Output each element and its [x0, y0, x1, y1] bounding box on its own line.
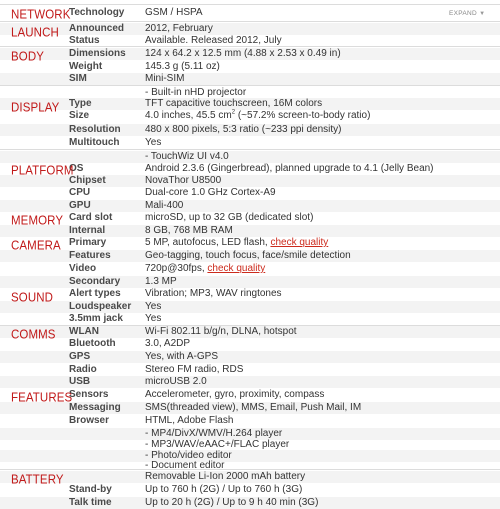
spec-value-text: - TouchWiz UI v4.0: [145, 151, 229, 162]
spec-row-size: [0, 110, 500, 122]
spec-label: Resolution: [69, 124, 121, 135]
spec-value-text: 2012, February: [145, 23, 213, 34]
spec-row-type: [0, 98, 500, 110]
spec-row-internal: [0, 225, 500, 237]
spec-value-text: TFT capacitive touchscreen, 16M colors: [145, 98, 323, 109]
spec-value-text: GSM / HSPA: [145, 7, 203, 18]
spec-value: [145, 338, 190, 350]
spec-value: [145, 364, 243, 376]
spec-row-secondary: [0, 276, 500, 288]
spec-value: [145, 175, 221, 187]
spec-label: Size: [69, 110, 90, 121]
spec-value: [145, 110, 370, 122]
spec-value: [145, 225, 233, 237]
spec-value-text: - Document editor: [145, 460, 225, 471]
spec-value-text: 145.3 g (5.11 oz): [145, 61, 220, 72]
spec-value: [145, 313, 161, 325]
spec-value-text: Available. Released 2012, July: [145, 35, 282, 46]
spec-value: [145, 200, 183, 212]
spec-row-video: [0, 263, 500, 275]
spec-value: [145, 301, 161, 313]
spec-row: [0, 151, 500, 163]
spec-value-text: Dual-core 1.0 GHz Cortex-A9: [145, 187, 276, 198]
spec-label: Card slot: [69, 212, 113, 223]
spec-label: Primary: [69, 237, 107, 248]
category-network: NETWORK: [11, 8, 71, 22]
spec-row-messaging: [0, 402, 500, 414]
spec-value-text: 480 x 800 pixels, 5:3 ratio (~233 ppi density): [145, 124, 342, 135]
spec-row-browser: [0, 415, 500, 427]
spec-label: Radio: [69, 364, 97, 375]
spec-value: [145, 23, 213, 35]
spec-row-technology: [0, 7, 500, 22]
spec-value: [145, 212, 313, 224]
spec-label: Status: [69, 35, 100, 46]
spec-row-chipset: [0, 175, 500, 187]
spec-value: [145, 351, 218, 363]
spec-row-status: [0, 35, 500, 47]
spec-value: [145, 497, 318, 509]
spec-row-dimensions: [0, 48, 500, 60]
spec-value-text: SMS(threaded view), MMS, Email, Push Mail, IM: [145, 402, 362, 413]
spec-row-loudspeaker: [0, 301, 500, 313]
spec-value-suffix: (~57.2% screen-to-body ratio): [235, 110, 371, 121]
spec-value: [145, 187, 276, 199]
spec-label: USB: [69, 376, 91, 387]
spec-value-text: 124 x 64.2 x 12.5 mm (4.88 x 2.53 x 0.49 in): [145, 48, 341, 59]
spec-value-text: Up to 760 h (2G) / Up to 760 h (3G): [145, 484, 303, 495]
spec-value-text: microUSB 2.0: [145, 376, 207, 387]
spec-label: Browser: [69, 415, 110, 426]
spec-value-text: 720p@30fps,: [145, 263, 208, 274]
spec-row-weight: [0, 61, 500, 73]
category-features: FEATURES: [11, 391, 73, 405]
spec-row-sim: [0, 73, 500, 85]
spec-label: Secondary: [69, 276, 121, 287]
spec-row-resolution: [0, 124, 500, 136]
spec-value-text: - Photo/video editor: [145, 450, 232, 461]
spec-row-3-5mm-jack: [0, 313, 500, 325]
spec-value-text: 1.3 MP: [145, 276, 177, 287]
category-comms: COMMS: [11, 328, 56, 342]
spec-label: Sensors: [69, 389, 109, 400]
spec-row-os: [0, 163, 500, 178]
spec-row-announced: [0, 23, 500, 35]
spec-value-text: Yes, with A-GPS: [145, 351, 218, 362]
spec-value-text: Wi-Fi 802.11 b/g/n, DLNA, hotspot: [145, 326, 297, 337]
spec-label: Talk time: [69, 497, 112, 508]
spec-value-text: 8 GB, 768 MB RAM: [145, 225, 233, 236]
spec-row-bluetooth: [0, 338, 500, 350]
spec-value-text: 3.0, A2DP: [145, 338, 191, 349]
spec-label: Bluetooth: [69, 338, 116, 349]
spec-label: Stand-by: [69, 484, 112, 495]
expand-label[interactable]: EXPAND: [449, 10, 478, 17]
category-memory: MEMORY: [11, 214, 64, 228]
category-launch: LAUNCH: [11, 26, 59, 40]
spec-label: Internal: [69, 225, 106, 236]
spec-row-gpu: [0, 200, 500, 212]
spec-value: [145, 137, 161, 149]
spec-value-text: Yes: [145, 313, 162, 324]
spec-row-usb: [0, 376, 500, 388]
spec-label: GPS: [69, 351, 91, 362]
spec-label: CPU: [69, 187, 91, 198]
spec-row-cpu: [0, 187, 500, 199]
spec-value-text: Mini-SIM: [145, 73, 185, 84]
spec-value-text: NovaThor U8500: [145, 175, 222, 186]
spec-label: Technology: [69, 7, 125, 18]
spec-value: [145, 7, 203, 19]
spec-value-text: Removable Li-Ion 2000 mAh battery: [145, 471, 306, 482]
spec-row-features: [0, 250, 500, 262]
spec-value: [145, 326, 297, 338]
expand-button[interactable]: [449, 10, 485, 17]
spec-value-text: 5 MP, autofocus, LED flash,: [145, 237, 271, 248]
spec-value: [145, 389, 324, 401]
spec-value: [145, 415, 233, 427]
spec-value-text: Yes: [145, 137, 162, 148]
spec-value-text: microSD, up to 32 GB (dedicated slot): [145, 212, 314, 223]
spec-row-wlan: [0, 326, 500, 338]
spec-label: Type: [69, 98, 92, 109]
spec-value-text: Android 2.3.6 (Gingerbread), planned upgrade to 4.1 (Jelly Bean): [145, 163, 434, 174]
spec-value: [145, 35, 282, 47]
spec-value: [145, 151, 229, 163]
spec-value-text: Accelerometer, gyro, proximity, compass: [145, 389, 325, 400]
spec-value-text: - MP3/WAV/eAAC+/FLAC player: [145, 439, 290, 450]
spec-label: 3.5mm jack: [69, 313, 123, 324]
spec-row-alert-types: [0, 288, 500, 300]
spec-row-card-slot: [0, 212, 500, 224]
spec-label: Features: [69, 250, 111, 261]
spec-label: WLAN: [69, 326, 99, 337]
spec-value: [145, 376, 207, 388]
spec-value-text: - Built-in nHD projector: [145, 87, 247, 98]
category-camera: CAMERA: [11, 239, 61, 253]
superscript: 2: [231, 109, 236, 116]
spec-value: [145, 124, 342, 136]
chevron-down-icon[interactable]: ▼: [479, 11, 486, 17]
spec-value: [145, 402, 361, 414]
spec-label: OS: [69, 163, 84, 174]
spec-value: [145, 484, 302, 496]
spec-row-sensors: [0, 389, 500, 401]
spec-value: [145, 263, 265, 275]
spec-value-text: Up to 20 h (2G) / Up to 9 h 40 min (3G): [145, 497, 319, 508]
spec-value: [145, 98, 322, 110]
section-divider: [0, 21, 500, 22]
spec-label: Multitouch: [69, 137, 120, 148]
spec-row-primary: [0, 237, 500, 249]
spec-value: [145, 237, 328, 249]
spec-value-text: - MP4/DivX/WMV/H.264 player: [145, 428, 283, 439]
spec-value: [145, 163, 434, 175]
spec-value: [145, 276, 177, 288]
spec-value: [145, 61, 220, 73]
spec-row-multitouch: [0, 137, 500, 149]
spec-label: Announced: [69, 23, 124, 34]
category-sound: SOUND: [11, 291, 54, 305]
spec-label: SIM: [69, 73, 87, 84]
spec-value: [145, 73, 184, 85]
spec-label: Loudspeaker: [69, 301, 132, 312]
spec-row: [0, 471, 500, 483]
spec-value-text: HTML, Adobe Flash: [145, 415, 234, 426]
spec-value: [145, 288, 282, 300]
category-battery: BATTERY: [11, 473, 64, 487]
category-body: BODY: [11, 50, 44, 64]
check-quality-link[interactable]: check quality: [207, 263, 266, 274]
spec-value-text: Geo-tagging, touch focus, face/smile detection: [145, 250, 351, 261]
spec-row-talk-time: [0, 497, 500, 509]
category-platform: PLATFORM: [11, 164, 74, 178]
check-quality-link[interactable]: check quality: [270, 237, 329, 248]
spec-label: Dimensions: [69, 48, 126, 59]
section-divider: [0, 149, 500, 150]
spec-value-text: Yes: [145, 301, 162, 312]
spec-label: Messaging: [69, 402, 121, 413]
section-divider: [0, 85, 500, 86]
spec-label: Alert types: [69, 288, 121, 299]
spec-label: Chipset: [69, 175, 106, 186]
category-display: DISPLAY: [11, 101, 60, 115]
spec-value: [145, 471, 305, 483]
spec-value-text: Stereo FM radio, RDS: [145, 364, 244, 375]
spec-row-gps: [0, 351, 500, 363]
spec-value-text: 4.0 inches, 45.5 cm: [145, 110, 232, 121]
spec-label: Video: [69, 263, 97, 274]
spec-value: [145, 48, 341, 60]
spec-row-radio: [0, 364, 500, 376]
section-divider: [0, 4, 500, 5]
spec-row-stand-by: [0, 484, 500, 496]
spec-label: GPU: [69, 200, 91, 211]
spec-value-text: Vibration; MP3, WAV ringtones: [145, 288, 282, 299]
spec-value-text: Mali-400: [145, 200, 184, 211]
spec-label: Weight: [69, 61, 103, 72]
spec-value: [145, 250, 351, 262]
